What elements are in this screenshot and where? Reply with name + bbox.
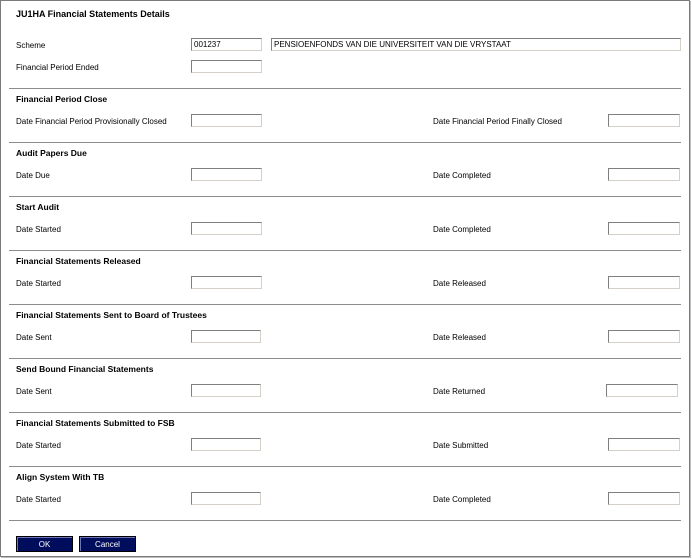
send-bound-date-returned-field[interactable] [606,384,678,397]
section-divider [9,250,681,251]
date-started-label: Date Started [16,495,61,504]
date-completed-label: Date Completed [433,171,491,180]
section-divider [9,520,681,521]
section-heading-start-audit: Start Audit [16,202,60,212]
section-heading-fs-released: Financial Statements Released [16,256,141,266]
fsb-date-submitted-field[interactable] [608,438,680,451]
section-heading-period-close: Financial Period Close [16,94,108,104]
financial-period-ended-label: Financial Period Ended [16,63,99,72]
date-sent-label: Date Sent [16,387,52,396]
page-title: JU1HA Financial Statements Details [16,9,170,19]
date-started-label: Date Started [16,279,61,288]
section-divider [9,358,681,359]
section-heading-fs-sent-board: Financial Statements Sent to Board of Trustees [16,310,207,320]
date-due-label: Date Due [16,171,50,180]
scheme-name-field[interactable] [271,38,681,51]
date-completed-label: Date Completed [433,495,491,504]
section-divider [9,466,681,467]
section-divider [9,196,681,197]
audit-date-due-field[interactable] [191,168,262,181]
send-bound-date-sent-field[interactable] [191,384,261,397]
date-completed-label: Date Completed [433,225,491,234]
finally-closed-date-field[interactable] [608,114,680,127]
section-divider [9,304,681,305]
section-heading-audit-papers-due: Audit Papers Due [16,148,87,158]
scheme-code-field[interactable] [191,38,262,51]
date-submitted-label: Date Submitted [433,441,489,450]
section-divider [9,412,681,413]
start-audit-date-completed-field[interactable] [608,222,680,235]
section-divider [9,142,681,143]
date-started-label: Date Started [16,441,61,450]
fs-sent-board-date-released-field[interactable] [608,330,680,343]
date-started-label: Date Started [16,225,61,234]
fs-sent-board-date-sent-field[interactable] [191,330,261,343]
section-divider [9,88,681,89]
finally-closed-label: Date Financial Period Finally Closed [433,117,562,126]
audit-papers-date-completed-field[interactable] [608,168,680,181]
align-date-started-field[interactable] [191,492,261,505]
financial-period-ended-field[interactable] [191,60,262,73]
date-released-label: Date Released [433,279,486,288]
section-heading-align-system: Align System With TB [16,472,105,482]
date-sent-label: Date Sent [16,333,52,342]
start-audit-date-started-field[interactable] [191,222,262,235]
provisionally-closed-label: Date Financial Period Provisionally Closed [16,117,167,126]
provisionally-closed-date-field[interactable] [191,114,262,127]
cancel-button[interactable]: Cancel [79,536,136,552]
section-heading-send-bound: Send Bound Financial Statements [16,364,154,374]
ok-button[interactable]: OK [16,536,73,552]
scheme-label: Scheme [16,41,46,50]
date-returned-label: Date Returned [433,387,486,396]
align-date-completed-field[interactable] [608,492,680,505]
fs-released-date-started-field[interactable] [191,276,262,289]
fsb-date-started-field[interactable] [191,438,261,451]
section-heading-fs-submitted-fsb: Financial Statements Submitted to FSB [16,418,175,428]
fs-released-date-released-field[interactable] [608,276,680,289]
date-released-label: Date Released [433,333,486,342]
